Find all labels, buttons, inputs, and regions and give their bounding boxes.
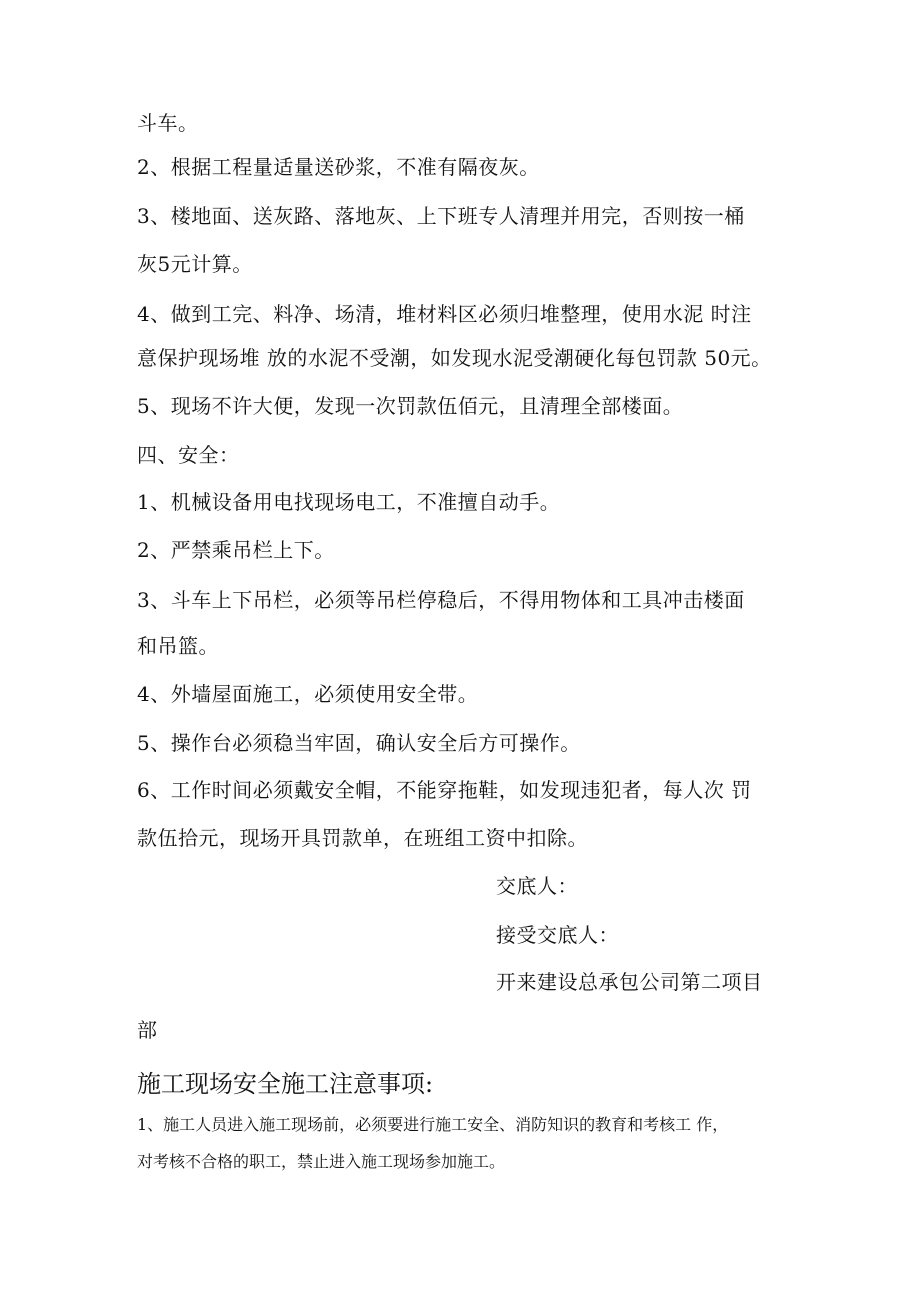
paragraph-line: 6、工作时间必须戴安全帽，不能穿拖鞋，如发现违犯者，每人次 罚 [137,778,752,802]
paragraph-line: 4、外墙屋面施工，必须使用安全带。 [137,682,479,706]
paragraph-line: 斗车。 [137,111,199,135]
receiver-label: 接受交底人： [496,923,619,947]
paragraph-line: 款伍拾元，现场开具罚款单，在班组工资中扣除。 [137,826,588,850]
company-name-tail: 部 [137,1018,158,1042]
company-name: 开来建设总承包公司第二项目 [496,970,763,994]
section-title: 施工现场安全施工注意事项: [137,1070,434,1098]
handover-person-label: 交底人： [496,874,578,898]
section-paragraph-line: 对考核不合格的职工，禁止进入施工现场参加施工。 [137,1152,506,1171]
paragraph-line: 5、操作台必须稳当牢固，确认安全后方可操作。 [137,731,581,755]
section-paragraph-line: 1、施工人员进入施工现场前，必须要进行施工安全、消防知识的教育和考核工 作， [137,1115,729,1134]
paragraph-line: 意保护现场堆 放的水泥不受潮，如发现水泥受潮硬化每包罚款 50元。 [137,346,772,370]
paragraph-line: 4、做到工完、料净、场清，堆材料区必须归堆整理，使用水泥 时注 [137,302,752,326]
section-heading: 四、安全： [137,443,240,467]
paragraph-line: 5、现场不许大便，发现一次罚款伍佰元，且清理全部楼面。 [137,394,684,418]
paragraph-line: 和吊篮。 [137,634,219,658]
paragraph-line: 1、机械设备用电找现场电工，不准擅自动手。 [137,490,561,514]
paragraph-line: 2、根据工程量适量送砂浆，不准有隔夜灰。 [137,155,540,179]
paragraph-line: 2、严禁乘吊栏上下。 [137,538,335,562]
paragraph-line: 3、楼地面、送灰路、落地灰、上下班专人清理并用完，否则按一桶 [137,204,745,228]
paragraph-line: 灰5元计算。 [137,252,253,276]
paragraph-line: 3、斗车上下吊栏，必须等吊栏停稳后，不得用物体和工具冲击楼面 [137,588,745,612]
